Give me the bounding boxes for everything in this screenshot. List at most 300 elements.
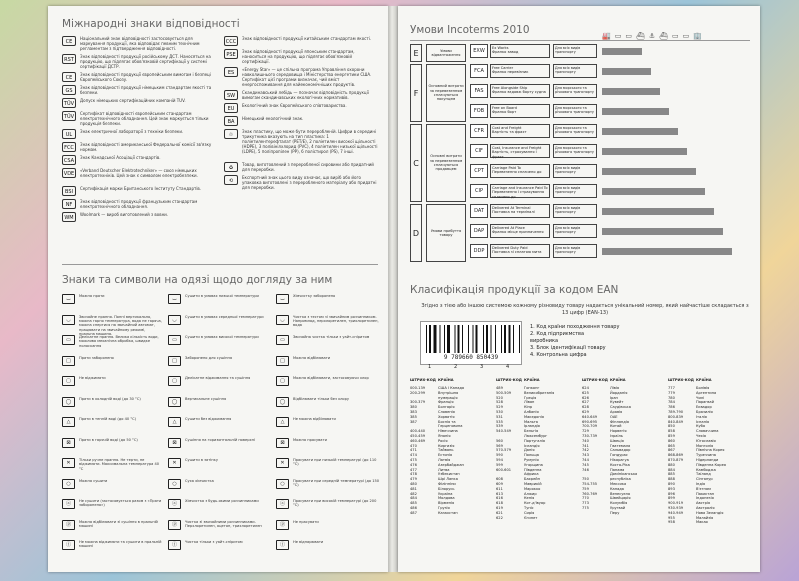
care-symbol-icon: ✕: [168, 458, 181, 468]
care-symbol-icon: ◡: [168, 315, 181, 325]
incoterms-group-description: Умови прибуття товару: [426, 204, 466, 262]
care-symbol-icon: ⓕ: [276, 540, 289, 550]
code-column-header: ШТРИХ-КОД: [582, 378, 608, 382]
care-symbol: [62, 417, 162, 427]
care-symbol-icon: ⌴: [62, 294, 75, 304]
care-description: Прати в теплій воді (до 40 °С): [79, 417, 137, 421]
care-description: Можна сушити: [79, 478, 108, 483]
care-symbol-icon: □: [276, 356, 289, 366]
incoterm-english: Carriage Paid To: [492, 166, 521, 170]
barcode-bar: [483, 325, 484, 353]
conformity-sign: [62, 212, 212, 222]
sign-description: Експортний знак цього виду означає, що виріб або його упаковка виготовлені з переробленого матеріалу або придатні для переробки.: [242, 175, 377, 190]
sign-description: Товар, виготовлений з переробленої сировини або придатний для переробки.: [242, 162, 374, 172]
conformity-sign: [62, 199, 212, 209]
incoterms-group-description: Основні витрати за перевезенням сплачуються продавцем: [426, 124, 466, 202]
incoterm-code: FCA: [470, 64, 488, 78]
care-symbol: [62, 438, 162, 448]
care-symbol-icon: ▭: [276, 335, 289, 345]
care-description: Прасувати при середній температурі (до 150 °С): [293, 478, 380, 487]
incoterm-ukrainian: Вартість та фрахт: [492, 130, 527, 135]
care-description: Можна прати: [79, 294, 105, 298]
care-symbol: [62, 376, 162, 386]
care-description: Не віджимати: [79, 376, 106, 380]
care-symbol: [276, 397, 380, 407]
care-description: Прати в холодній воді (до 30 °С): [79, 396, 141, 401]
care-symbol-icon: ◡: [276, 315, 289, 325]
care-symbol: [276, 356, 380, 366]
care-description: Прасувати при високій температурі (до 200 °С): [293, 499, 377, 508]
risk-transfer-bar: [602, 68, 651, 75]
conformity-mark-icon: CSA: [62, 155, 76, 165]
incoterm-ukrainian: Вартість, страхування і фрахт: [492, 150, 537, 159]
care-symbol: [276, 315, 380, 328]
care-symbol-icon: ⓕ: [62, 540, 75, 550]
incoterm-name: [490, 244, 550, 258]
ean-legend-item: 1. Код країни походження товару: [530, 324, 620, 330]
incoterms-group-description: Умови відвантаження: [426, 44, 466, 62]
care-symbol: [168, 479, 268, 489]
care-symbol: [168, 499, 268, 509]
care-symbol-icon: ⊠: [168, 438, 181, 448]
care-symbol-icon: ⌴: [168, 294, 181, 304]
care-symbol-icon: ○: [168, 479, 181, 489]
care-symbol: [276, 335, 380, 345]
care-description: Делікатне прання. Велика кількість води, можлива механічна обробка, швидке полоскання: [79, 335, 159, 348]
country-column-header: КРАЇНА: [610, 378, 626, 382]
care-description: Не відпарювати: [293, 540, 324, 544]
care-description: Заборонено для сушіння: [185, 355, 232, 360]
country-column-header: КРАЇНА: [524, 378, 540, 382]
sign-description: Woolmark — вироб виготовлений з вовни.: [80, 212, 169, 217]
care-symbol: [276, 294, 380, 304]
incoterm-transport-mode: Для морського та річкового транспорту: [553, 104, 597, 118]
risk-transfer-bar: [602, 88, 660, 95]
incoterm-transport-mode: Для морського та річкового транспорту: [553, 84, 597, 98]
care-symbol-icon: ⓐ: [62, 499, 75, 509]
incoterm-transport-mode: Для всіх видів транспорту: [553, 164, 597, 178]
barcode-bar: [504, 325, 506, 353]
incoterms-group-letter: E: [410, 44, 422, 62]
barcode-bar: [429, 325, 431, 353]
transport-chain-icon: 🏭▭▭⛴⚓⛴▭▭🏢: [602, 32, 706, 40]
conformity-mark-icon: ♲: [224, 129, 238, 139]
country-column-header: КРАЇНА: [696, 378, 712, 382]
conformity-sign: [62, 129, 212, 139]
care-symbol: [168, 417, 268, 427]
barcode-bar: [455, 325, 456, 353]
care-description: Прати заборонено: [79, 355, 114, 360]
care-symbol-icon: ○: [276, 479, 289, 489]
care-symbol-icon: ▭: [62, 335, 75, 345]
care-symbol: [62, 356, 162, 366]
care-symbol: [276, 458, 380, 468]
risk-transfer-bar: [602, 248, 732, 255]
care-description: Делікатне віджимання та сушіння: [185, 376, 251, 380]
signs-title: Міжнародні знаки відповідності: [62, 18, 240, 30]
incoterm-english: Delivered At Place: [492, 226, 525, 230]
care-symbol: [168, 438, 268, 448]
code-column-header: ШТРИХ-КОД: [668, 378, 694, 382]
conformity-sign: [62, 142, 212, 152]
country-list: Лівія Йорданія Іран Кувейт Саудівська Аравія ОАЕ Фінляндія Китай Норвегія Ізраїль Швеція Гватемала Сальвадор Гондурас Нікарагуа Коста-Ріка Панама Домініканська республіка Мексика Канада Венесуела Швейцарія Колумбія Уругвай Перу: [610, 386, 638, 515]
incoterm-english: Delivered At Terminal: [492, 206, 531, 210]
sign-description: Знак відповідності продукції японським стандартам, наноситься на продукцію, що підлягає обов'язковій сертифікації.: [242, 49, 355, 64]
conformity-sign: [62, 168, 212, 178]
care-symbol: [276, 417, 380, 427]
conformity-mark-icon: BA: [224, 116, 238, 126]
incoterm-transport-mode: Для морського та річкового транспорту: [553, 124, 597, 138]
incoterm-ukrainian: Поставка зі сплатою мита: [492, 250, 542, 255]
care-description: Хімчистку заборонено: [293, 294, 336, 298]
sign-description: Знак відповідності американської Федеральної комісії зв'язку нормам.: [80, 142, 212, 152]
sign-description: Сертифікат відповідності європейським стандартам електротехнічного обладнання. Цей знак маркується тільки продукція безпеки.: [80, 111, 209, 126]
conformity-sign: [224, 49, 379, 64]
sign-description: Знак Канадської Асоціації стандартів.: [80, 155, 161, 160]
care-symbol: [168, 458, 268, 468]
care-symbol-icon: ⊠: [276, 438, 289, 448]
care-description: Сушити в умовах низької температури: [185, 294, 259, 298]
care-symbol: [276, 479, 380, 489]
care-description: Можна відбілювати зі сушіння в пральній машині: [79, 519, 158, 528]
incoterm-ukrainian: Франко вздовж борту судна: [492, 90, 546, 95]
ean-legend-item: 2. Код підприємства: [530, 331, 585, 337]
sign-description: Німецький екологічний знак.: [242, 116, 304, 121]
conformity-mark-icon: TÜV: [62, 98, 76, 108]
care-description: Суха хімчистка: [185, 478, 214, 483]
care-symbol: [62, 520, 162, 530]
care-symbol-icon: ◯: [168, 397, 181, 407]
conformity-mark-icon: VDE: [62, 168, 76, 178]
incoterm-english: Carriage and Insurance Paid To: [492, 186, 548, 190]
incoterm-name: [490, 104, 550, 118]
care-symbol-icon: ⊠: [62, 438, 75, 448]
sign-description: Знак електричної лабораторії з техніки безпеки.: [80, 129, 184, 134]
sign-description: «Energy Star» — це спільна програма Управління охорони навколишнього середовища і Міністерства енергетики США. Сертифікат цієї програми визначає, чий вміст енергоспоживання для найекономічніших продуктів.: [242, 67, 372, 87]
care-symbol-icon: ◯: [62, 397, 75, 407]
country-list: США і Канада Внутрішня нумерація Франція Болгарія Словенія Хорватія Боснія та Герцеговина Німеччина Японія Росія Киргизія Тайвань Естонія Латвія Азербайджан Литва Узбекистан Шрі Ланка Філіппіни Білорусь Україна Молдова Вірменія Грузія Казахстан: [438, 386, 465, 515]
barcode-bar: [476, 325, 478, 353]
risk-transfer-bar: [602, 128, 678, 135]
barcode-bar: [434, 325, 437, 353]
sign-description: Знак відповідності продукції європейським вимогам і безпеці Європейського Союзу.: [80, 72, 211, 82]
care-symbol-icon: ⓟ: [168, 520, 181, 530]
ean-legend-item: виробника: [530, 338, 559, 344]
barcode-bars: [422, 323, 520, 355]
conformity-mark-icon: RST: [62, 54, 76, 64]
barcode-bar: [440, 325, 441, 353]
code-column-header: ШТРИХ-КОД: [410, 378, 436, 382]
barcode-section-mark: 1: [428, 364, 432, 370]
conformity-sign: [224, 67, 379, 87]
incoterm-english: Cost, Insurance and Freight: [492, 146, 542, 150]
barcode-bar: [447, 325, 450, 353]
conformity-sign: [224, 36, 379, 46]
care-description: Сушити в умовах середньої температури: [185, 314, 264, 319]
risk-transfer-bar: [602, 228, 723, 235]
care-symbol: [62, 397, 162, 407]
incoterm-ukrainian: Франко борт: [492, 110, 517, 115]
conformity-mark-icon: NF: [62, 199, 76, 209]
conformity-sign: [224, 90, 379, 100]
incoterm-transport-mode: Для всіх видів транспорту: [553, 224, 597, 238]
care-description: Чистка зі звичайними розчинниками. Перхлоретилен, ацетон, трихлоретилен: [185, 519, 262, 528]
incoterm-code: CIP: [470, 184, 488, 198]
conformity-mark-icon: CE: [62, 36, 76, 46]
incoterm-ukrainian: Перевезення сплачено до: [492, 170, 542, 175]
ean-prefix-list: 624 625 626 627 628 629 640-649 690-695 700-709 729 730-739 740 741 742 743 744 745 746 750 754-755 759 760-769 770 773 775: [582, 386, 598, 510]
barcode-bar: [458, 325, 460, 353]
risk-transfer-bar: [602, 208, 714, 215]
care-description: Звичайне прання. Попні вертикально, можна гарно температура, вода не гаряча, можна спертися на звичайний автомат, працювати на звичайному режимі, пральна машина.: [79, 314, 162, 337]
care-description: Тільки ручне прання. Не терти, не віджимати. Максимальна температура 40 °С: [79, 458, 160, 471]
care-symbol: [276, 376, 380, 386]
conformity-mark-icon: PSE: [224, 49, 238, 59]
incoterm-code: CFR: [470, 124, 488, 138]
sign-description: Знак пластику, що може бути переробленій. Цифри в середині трикутника вказують на тип пластика: 1 поліетилентерефталат (PET/E), 2 поліетилен високої щільності (HDPE), 3 полівінілхлорид (PVC), 4 поліетилен низької щільності (LDPE), 5 поліпропілен (PP), 6 полістирол (PS), 7 інші.: [242, 129, 378, 154]
divider: [62, 264, 378, 265]
risk-transfer-bar: [602, 108, 669, 115]
incoterm-code: DAT: [470, 204, 488, 218]
risk-transfer-bar: [602, 188, 705, 195]
barcode-bar: [444, 325, 445, 353]
care-symbol: [62, 335, 162, 348]
country-list: Болівія Аргентина Чилі Парагвай Еквадор Бразилія Італія Іспанія Куба Словаччина Чехія Югославія Монголія Північна Корея Туреччина Нідерланди Південна Корея Камбоджа Таїланд Сінгапур Індія В'єтнам Пакистан Індонезія Австрія Австралія Нова Зеландія Малайзія Макао: [696, 386, 726, 525]
risk-transfer-bar: [602, 148, 687, 155]
barcode-bar: [486, 325, 488, 353]
conformity-sign: [224, 175, 379, 190]
conformity-sign: [62, 98, 212, 108]
care-description: Прати в гарячій воді (до 50 °С): [79, 437, 138, 442]
care-symbol: [168, 376, 268, 386]
incoterm-name: [490, 144, 550, 158]
barcode-bar: [513, 325, 514, 353]
care-symbol-icon: ⓟ: [62, 520, 75, 530]
sign-description: «Verband Deutscher Elektrotechniker» — союз німецьких електротехніків. Цей знак є символом електробезпеки.: [80, 168, 198, 178]
incoterm-ukrainian: Поставка на терміналі: [492, 210, 535, 215]
care-description: Можна прасувати: [293, 437, 327, 442]
care-symbol: [62, 458, 162, 471]
book-spine: [388, 6, 398, 572]
incoterm-transport-mode: Для всіх видів транспорту: [553, 64, 597, 78]
conformity-sign: [62, 72, 212, 82]
country-list: Гонконг Великобританія Греція Ліван Кіпр Албанія Македонія Мальта Ірландія Бельгія Люксембург Португалія Ісландія Данія Польща Румунія Угорщина Південна Африка Бахрейн Маврикій Марокко Алжир Кенія Кот-д'Івуар Туніс Сирія Єгипет: [524, 386, 555, 520]
incoterm-english: Free Carrier: [492, 66, 514, 70]
care-symbol-icon: ✕: [276, 458, 289, 468]
care-description: Не можна віджимати та сушити в пральній машині: [79, 540, 162, 549]
incoterm-name: [490, 84, 550, 98]
care-description: Чистка з тестом зі звичайним розчинником. Напримлад, перхлоретилен, трихлоретилен, вода: [293, 314, 379, 328]
ean-legend: [530, 324, 619, 359]
incoterms-group-letter: D: [410, 204, 422, 262]
care-description: Сушити в умовах високої температури: [185, 335, 259, 339]
sign-description: Допуск німецьких сертифікаційних компаній TUV.: [80, 98, 186, 103]
care-symbol: [168, 540, 268, 550]
sign-description: Знак відповідності продукції китайським стандартам якості.: [242, 36, 372, 41]
care-symbol: [168, 397, 268, 407]
incoterm-name: [490, 184, 550, 198]
conformity-mark-icon: EU: [224, 103, 238, 113]
conformity-mark-icon: ES: [224, 67, 238, 77]
incoterm-english: Delivered Duty Paid: [492, 246, 528, 250]
care-symbol-icon: △: [62, 417, 75, 427]
care-symbol: [168, 520, 268, 530]
incoterm-english: Free Alongside Ship: [492, 86, 528, 90]
barcode-bar: [495, 325, 496, 353]
incoterms-group-letter: F: [410, 64, 422, 122]
incoterm-name: [490, 124, 550, 138]
care-symbol-icon: ▢: [168, 376, 181, 386]
care-symbol: [168, 335, 268, 345]
barcode-section-mark: 4: [506, 364, 510, 370]
conformity-sign: [224, 162, 379, 172]
care-symbol: [62, 499, 162, 509]
care-description: Звичайна чистка тільки з уайт-спіритом: [293, 335, 370, 339]
risk-transfer-bar: [602, 168, 696, 175]
conformity-sign: [224, 116, 379, 126]
care-symbol-icon: ◡: [62, 315, 75, 325]
barcode-bar: [509, 325, 511, 353]
incoterm-transport-mode: Для всіх видів транспорту: [553, 204, 597, 218]
incoterm-name: [490, 164, 550, 178]
barcode-bar: [468, 325, 469, 353]
care-description: Можна відбілювати, застосовуючи хлор: [293, 376, 369, 380]
care-symbol-icon: ⓐ: [276, 499, 289, 509]
incoterm-code: EXW: [470, 44, 488, 58]
care-symbol: [168, 294, 268, 304]
incoterm-code: DDP: [470, 244, 488, 258]
incoterm-name: [490, 44, 550, 58]
ean-intro: Згідно з тією або іншою системою кожному різновиду товару надається унікальний номер, який найчастіше складається з 13 цифр (EAN-13): [421, 303, 749, 316]
ean-legend-item: 3. Блок ідентифікації товару: [530, 345, 606, 351]
care-description: Прасувати при низькій температурі (до 110 °С): [293, 458, 377, 467]
ean-prefix-list: 777 779 780 784 786 789-790 800-839 840-849 850 858 859 860 865 867 868-869 870-879 880 884 885 888 890 893 896 899 900-919 930-939 940-949 955 958: [668, 386, 684, 525]
barcode-bar: [491, 325, 492, 353]
conformity-mark-icon: TÜV: [62, 111, 76, 121]
sign-description: Знак відповідності продукції французьким стандартам електротехнічного обладнання.: [80, 199, 198, 209]
incoterm-name: [490, 224, 550, 238]
barcode-bar: [462, 325, 463, 353]
barcode-bar: [473, 325, 474, 353]
care-description: Сушити без віджимання: [185, 417, 232, 421]
care-symbol-icon: □: [168, 356, 181, 366]
sign-description: Знак відповідності продукції російському ДСТ. Наносяться на продукцію, що підлягає обов'язковій сертифікації у системі сертифікації ДСТР.: [80, 54, 211, 69]
care-symbol-icon: ◯: [276, 397, 289, 407]
barcode-bar: [501, 325, 502, 353]
conformity-mark-icon: GS: [62, 85, 76, 95]
care-symbol-icon: ⌴: [276, 294, 289, 304]
conformity-sign: [62, 36, 212, 51]
care-symbol-icon: ✕: [62, 458, 75, 468]
care-symbol: [62, 315, 162, 337]
care-description: Не сушити (застосовується разом з «Прати заборонено»): [79, 499, 162, 508]
care-symbol-icon: ▢: [62, 376, 75, 386]
care-description: Не можна відбілювати: [293, 417, 336, 421]
care-symbol-icon: ⓟ: [276, 520, 289, 530]
incoterm-english: Cost and Freight: [492, 126, 522, 130]
conformity-sign: [62, 54, 212, 69]
care-symbol: [276, 438, 380, 448]
incoterm-ukrainian: Франко завод: [492, 50, 519, 55]
barcode-section-mark: 3: [480, 364, 484, 370]
care-symbol: [276, 520, 380, 530]
incoterm-english: Free on Board: [492, 106, 517, 110]
conformity-mark-icon: ♻: [224, 162, 238, 172]
sign-description: Скандинавський лебідь — позначає відповідність продукції вимогам скандинавських екологічних нормативів.: [242, 90, 369, 100]
conformity-mark-icon: UL: [62, 129, 76, 139]
sign-description: Національний знак відповідності застосовується для маркування продукції, яка відповідає певним технічним регламентам з підтвердження відповідності.: [80, 36, 200, 51]
care-symbol-icon: ▭: [168, 335, 181, 345]
incoterm-name: [490, 64, 550, 78]
incoterms-title: Умови Incoterms 2010: [410, 24, 530, 36]
barcode-bar: [426, 325, 427, 353]
ean-prefix-list: 000-139 200-299 300-379 380 383 385 387 400-440 450-459 460-469 470 471 474 475 476 477 478 479 480 481 482 484 485 486 487: [410, 386, 426, 515]
care-symbol-icon: △: [168, 417, 181, 427]
conformity-mark-icon: SW: [224, 90, 238, 100]
care-description: Можна відбілювати: [293, 355, 331, 360]
conformity-sign: [62, 111, 212, 126]
incoterm-ukrainian: Франко перевізник: [492, 70, 529, 75]
care-symbol: [168, 315, 268, 325]
incoterm-english: Ex Works: [492, 46, 509, 50]
barcode-digits: 9 789660 850439: [443, 354, 499, 361]
care-symbol: [62, 294, 162, 304]
barcode-bar: [519, 325, 520, 353]
care-description: Вертикальне сушіння: [185, 396, 227, 401]
incoterm-code: CIF: [470, 144, 488, 158]
incoterm-code: FOB: [470, 104, 488, 118]
care-description: Сушити в затінку: [185, 458, 218, 462]
care-symbol-icon: ⓐ: [168, 499, 181, 509]
incoterm-transport-mode: Для всіх видів транспорту: [553, 44, 597, 58]
sign-description: Екологічний знак Європейського співтовариства.: [242, 103, 347, 108]
incoterm-ukrainian: Франко місце призначення: [492, 230, 544, 235]
right-page: [398, 6, 760, 572]
risk-transfer-bar: [602, 48, 642, 55]
conformity-mark-icon: ⟲: [224, 175, 238, 185]
conformity-sign: [62, 155, 212, 165]
incoterms-group-description: Основний витрати за перевезенням сплачуються покупцем: [426, 64, 466, 122]
care-description: Відбілювати тільки без хлору: [293, 396, 350, 401]
care-description: Сушіння на горизонтальній поверхні: [185, 437, 255, 442]
care-symbol-icon: ▢: [276, 376, 289, 386]
care-description: Чистка тільки з уайт-спіритом: [185, 540, 243, 544]
care-description: Не прасувати: [293, 519, 319, 524]
ean-legend-item: 4. Контрольна цифра: [530, 352, 587, 358]
barcode-section-mark: 2: [454, 364, 458, 370]
incoterm-code: FAS: [470, 84, 488, 98]
country-column-header: КРАЇНА: [438, 378, 454, 382]
barcode-marks: [420, 364, 520, 372]
incoterm-code: DAP: [470, 224, 488, 238]
care-title: Знаки та символи на одязі щодо догляду за ним: [62, 274, 333, 286]
care-symbol: [62, 540, 162, 550]
conformity-sign: [224, 129, 379, 154]
conformity-mark-icon: CE: [62, 72, 76, 82]
code-column-header: ШТРИХ-КОД: [496, 378, 522, 382]
incoterms-group-letter: C: [410, 124, 422, 202]
care-symbol: [62, 479, 162, 489]
barcode-sample: [420, 321, 522, 365]
conformity-mark-icon: BSI: [62, 186, 76, 196]
care-symbol: [276, 540, 380, 550]
incoterm-ukrainian: Перевезення і страхування сплачено до: [492, 190, 544, 199]
care-description: Хімчистка з будь-якими розчинниками: [185, 499, 259, 503]
sign-description: Сертифікація марки Британського Інституту Стандартів.: [80, 186, 202, 191]
care-symbol: [276, 499, 380, 509]
incoterm-transport-mode: Для всіх видів транспорту: [553, 184, 597, 198]
care-symbol: [168, 356, 268, 366]
